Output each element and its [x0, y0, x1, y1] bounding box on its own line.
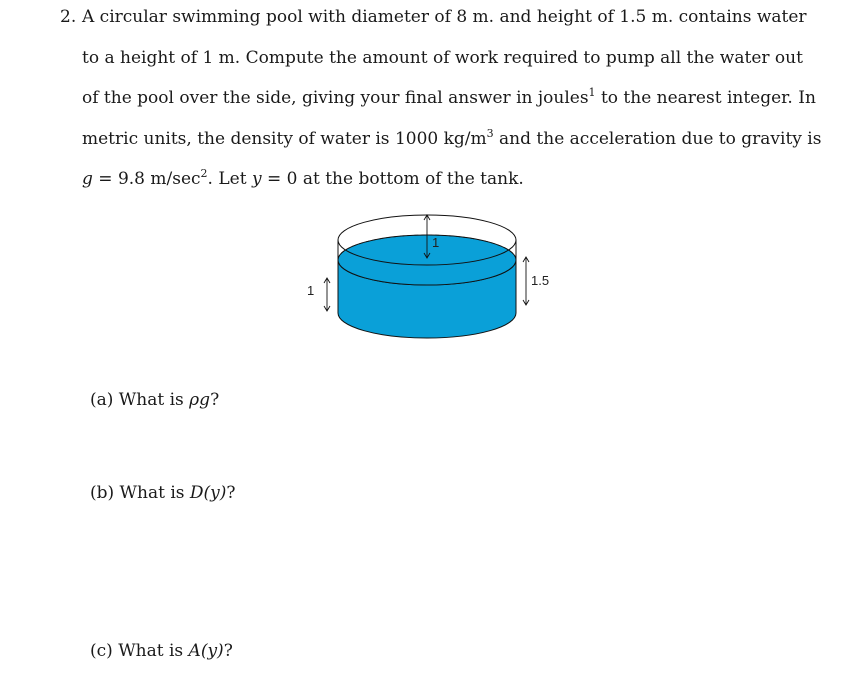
gravity-value: = 9.8 m/sec	[92, 169, 201, 189]
problem-line-2: to a height of 1 m. Compute the amount of work required to pump all the water out	[82, 48, 803, 68]
line-4-tail: and the acceleration due to gravity is	[493, 129, 822, 149]
line-4-text: metric units, the density of water is 1000 kg/m	[82, 129, 487, 149]
problem-line-1: A circular swimming pool with diameter of 8 m. and height of 1.5 m. contains water	[82, 7, 807, 27]
var-g: g	[82, 169, 93, 189]
label-water-height: 1	[307, 283, 315, 298]
problem-line-3	[82, 87, 816, 109]
cubed-exponent: 3	[486, 127, 494, 140]
pool-diagram	[300, 200, 560, 360]
question-c	[90, 640, 233, 662]
question-c-var: A(y)	[188, 641, 224, 661]
question-a	[90, 389, 219, 411]
problem-line-4	[82, 128, 821, 150]
question-a-var: ρg	[189, 390, 211, 410]
problem-line-5	[82, 168, 524, 190]
question-a-suffix: ?	[210, 390, 220, 410]
question-b-prefix: (b) What is	[90, 483, 190, 503]
line-5-tail: = 0 at the bottom of the tank.	[261, 169, 524, 189]
line-3-tail: to the nearest integer. In	[595, 88, 816, 108]
footnote-mark: 1	[588, 86, 596, 99]
question-c-suffix: ?	[223, 641, 233, 661]
problem-number: 2.	[60, 7, 77, 27]
label-top-gap: 1	[432, 235, 440, 250]
label-tank-height: 1.5	[531, 273, 550, 288]
line-3-text: of the pool over the side, giving your final answer in joules	[82, 88, 589, 108]
question-c-prefix: (c) What is	[90, 641, 189, 661]
question-b-suffix: ?	[226, 483, 236, 503]
question-b	[90, 482, 236, 504]
squared-exponent: 2	[200, 167, 208, 180]
question-a-prefix: (a) What is	[90, 390, 190, 410]
var-y: y	[251, 169, 262, 189]
line-5-mid: . Let	[207, 169, 252, 189]
question-b-var: D(y)	[189, 483, 227, 503]
